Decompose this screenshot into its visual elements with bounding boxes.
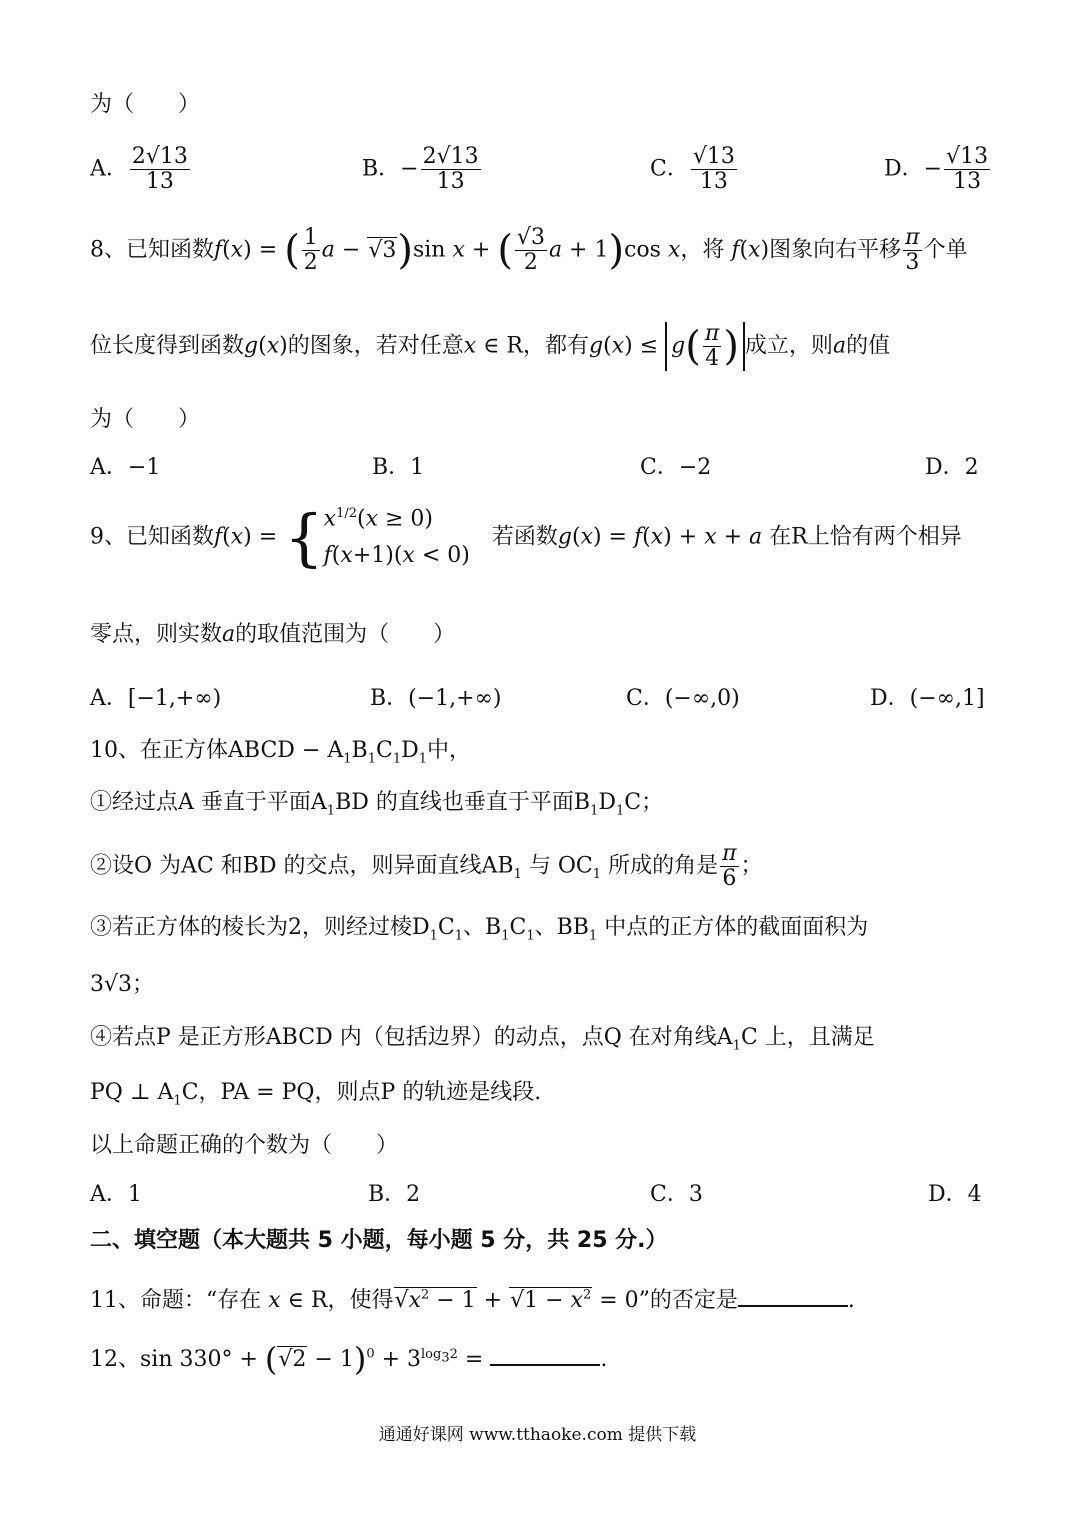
q10-statement-4-cont: PQ ⊥ $A_1C$，PA = PQ，则点P 的轨迹是线段.: [90, 1080, 542, 1109]
denominator: 13: [953, 169, 982, 195]
q8-text: 的值: [846, 333, 891, 359]
q10-statement-3: ③若正方体的棱长为2，则经过棱$D_1C_1$、$B_1C_1$、$BB_1$ 中点的正方体的截面面积为: [90, 915, 869, 944]
q10-option-b: B．2: [368, 1182, 421, 1207]
q10-text: ③若正方体的棱长为2，则经过棱: [90, 915, 412, 940]
q10-text: 中点的正方体的截面面积为: [604, 915, 869, 940]
abs-value: g( $\frac{\pi}{4}$ ): [665, 322, 745, 371]
footer-credit: 通通好课网 www.tthaoke.com 提供下载: [378, 1425, 697, 1445]
q10-stem: 10、在正方体ABCD − $A_1B_1C_1D_1$中，: [90, 738, 472, 767]
q10-statement-1: ①经过点A 垂直于平面$A_1BD$ 的直线也垂直于平面$B_1D_1C$；: [90, 790, 664, 819]
q8-mid1: 图象向右平移: [769, 237, 902, 263]
q9-line1: 9、已知函数f(x) = { $x^{1/2}(x \ge 0)$ f(x+1)(x < 0) 若函数g(x) = f(x) + x + a 在R上恰有两个相异: [90, 500, 962, 574]
q12: 12、$\sin 330^\circ + (√2 - 1)^0 + 3^{log_32}$ = .: [90, 1340, 608, 1379]
q9-text: 的取值范围为（ ）: [235, 622, 456, 647]
q12-text: .: [600, 1347, 608, 1372]
denominator: 13: [436, 169, 465, 195]
q10-option-c: C．3: [650, 1182, 703, 1207]
q8-prefix: 8、已知函数: [90, 237, 214, 263]
q7-option-b: [362, 145, 483, 194]
q9-text: 零点，则实数: [90, 622, 223, 647]
q10-text: ①经过点A 垂直于平面: [90, 790, 311, 815]
q8-text: ，都有: [523, 333, 590, 359]
q8-text: 位长度得到函数: [90, 333, 245, 359]
q8-line1: 8、已知函数f(x) = ( $\frac{1}{2}$ a − √3)sin x + ( $\frac{√3}{2}$ a + 1)cos x，将 f(x)图象向右平移 $\frac{\pi}{3}$ 个单: [90, 225, 968, 276]
q10-text: 的直线也垂直于平面: [375, 790, 574, 815]
q9-mid: 若函数: [491, 524, 558, 550]
q10-statement-2: ②设O 为AC 和BD 的交点，则异面直线$AB_1$ 与 $OC_1$ 所成的角是 $\frac{\pi}{6}$ ；: [90, 841, 763, 892]
q7-option-d: [884, 145, 992, 194]
q9-end: 上恰有两个相异: [807, 524, 962, 550]
q8-option-b: B．1: [372, 455, 425, 480]
q10-text: 与: [528, 853, 551, 879]
q10-option-a: A．1: [90, 1182, 142, 1207]
option-label: C．: [650, 156, 689, 182]
numerator: 2√13: [131, 144, 188, 169]
q7-tail: 为（ ）: [90, 92, 201, 117]
q8-mid2: 个单: [923, 237, 968, 263]
q10-statement-3-cont: 3√3；: [90, 972, 155, 997]
q9-option-d: D．(−∞,1]: [870, 686, 985, 711]
option-label: B．−: [362, 156, 419, 182]
q10-text: ④若点P 是正方形ABCD 内（包括边界）的动点，点Q 在对角线: [90, 1025, 717, 1050]
q8-text: 的图象，若对任意: [287, 333, 464, 359]
q10-text: ②设O 为AC 和BD 的交点，则异面直线: [90, 853, 482, 879]
formula-f: f: [214, 237, 223, 263]
q8-text: 成立，则: [744, 333, 833, 359]
denominator: 13: [145, 169, 174, 195]
q10-option-d: D．4: [928, 1182, 982, 1207]
q7-option-a: [90, 145, 192, 194]
q10-text: 10、在正方体: [90, 738, 228, 763]
q7-option-c: [650, 145, 739, 194]
q8-option-a: A．−1: [90, 455, 161, 480]
numerator: √13: [692, 144, 735, 169]
q9-prefix: 9、已知函数: [90, 524, 214, 550]
option-label: A．: [90, 156, 128, 182]
q9-line2: 零点，则实数a的取值范围为（ ）: [90, 622, 456, 647]
q9-option-a: A．[−1,+∞): [90, 686, 222, 711]
section-2-heading: 二、填空题（本大题共 5 小题，每小题 5 分，共 25 分.）: [90, 1228, 668, 1253]
denominator: 13: [699, 169, 728, 195]
numerator: √13: [946, 144, 989, 169]
q10-text: 上，且满足: [764, 1025, 875, 1050]
q10-text: ，则点P 的轨迹是线段.: [314, 1080, 542, 1105]
answer-blank[interactable]: [738, 1283, 848, 1307]
option-label: D．−: [884, 156, 943, 182]
q8-line2: 位长度得到函数g(x)的图象，若对任意x ∈ R，都有g(x) ≤ g( $\frac{\pi}{4}$ ) 成立，则a的值: [90, 321, 891, 372]
q9-option-b: B．(−1,+∞): [370, 686, 502, 711]
piecewise: { $x^{1/2}(x \ge 0)$ f(x+1)(x < 0): [284, 500, 470, 574]
q12-text: 12、: [90, 1347, 140, 1372]
q8-option-d: D．2: [925, 455, 979, 480]
q9-option-c: C．(−∞,0): [626, 686, 740, 711]
q8-option-c: C．−2: [640, 455, 712, 480]
q10-statement-4: ④若点P 是正方形ABCD 内（包括边界）的动点，点Q 在对角线$A_1C$ 上，且满足: [90, 1025, 875, 1054]
numerator: 2√13: [422, 144, 479, 169]
q11-text: 11、命题：“存在: [90, 1288, 262, 1313]
q11-text: ，使得: [327, 1288, 394, 1313]
answer-blank[interactable]: [490, 1342, 600, 1366]
q10-ask: 以上命题正确的个数为（ ）: [90, 1133, 399, 1158]
q8-tail: 为（ ）: [90, 407, 201, 432]
q11: 11、命题：“存在 x ∈ R，使得$√x^2 - 1 + √1 - x^2 = 0$”的否定是 .: [90, 1283, 855, 1314]
q10-text: 所成的角是: [608, 853, 719, 879]
q11-text: .: [847, 1288, 855, 1313]
q11-text: ”的否定是: [638, 1288, 738, 1313]
q10-text: 中，: [427, 738, 472, 763]
